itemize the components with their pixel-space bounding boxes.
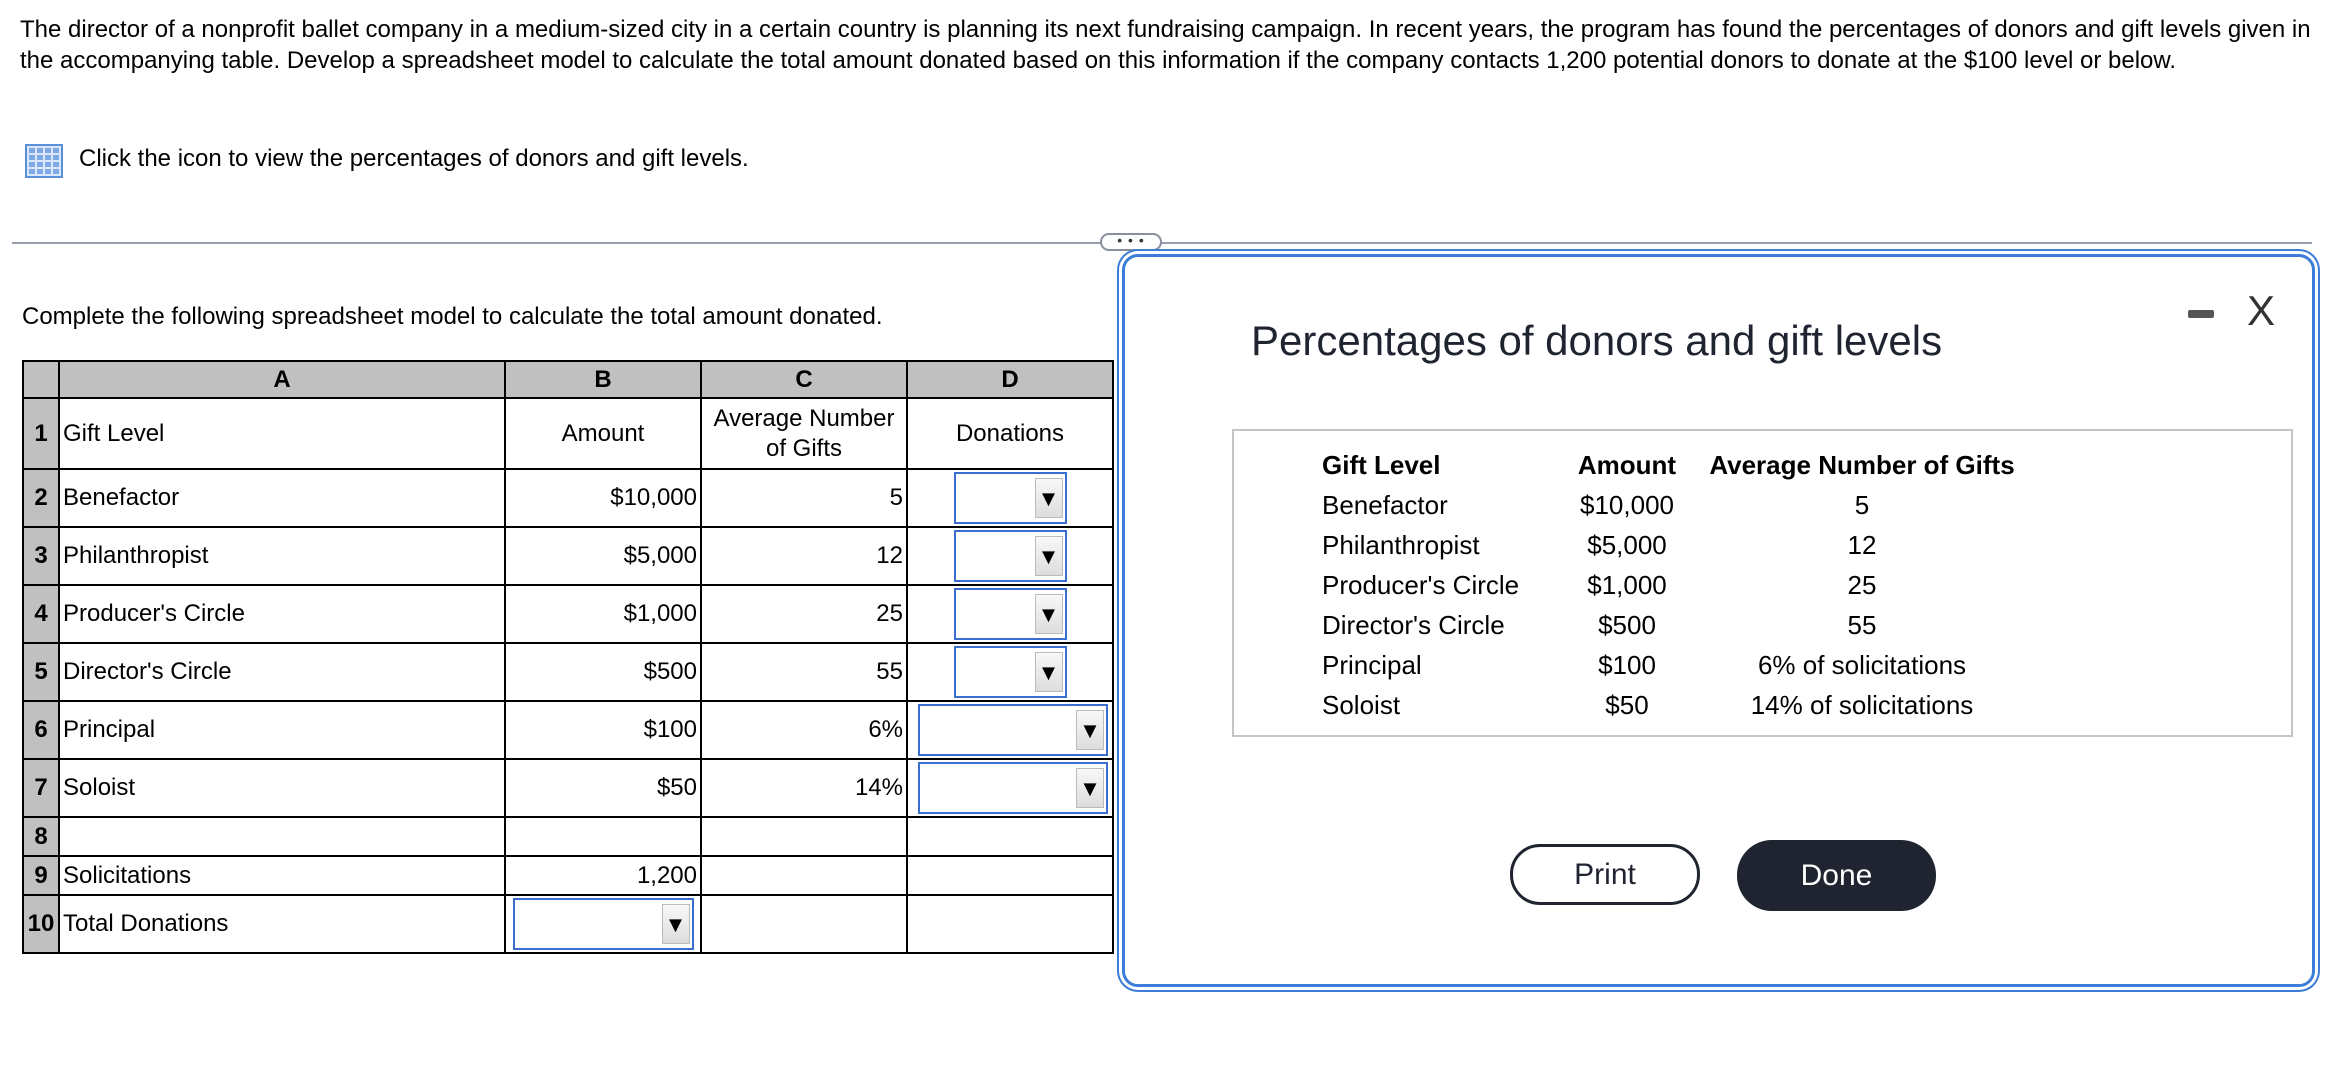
row-number: 6 <box>23 701 59 759</box>
donations-dropdown[interactable] <box>918 704 1108 756</box>
cell-a <box>59 817 505 856</box>
cell-b: $1,000 <box>505 585 701 643</box>
cell-a: Philanthropist <box>59 527 505 585</box>
amount: $10,000 <box>1580 489 1674 520</box>
cell-b: 1,200 <box>505 856 701 895</box>
amount: $100 <box>1598 649 1656 680</box>
cell-a: Producer's Circle <box>59 585 505 643</box>
expand-more-button[interactable]: • • • <box>1100 233 1162 251</box>
row-number: 3 <box>23 527 59 585</box>
gift-levels-dialog <box>1122 254 2315 987</box>
cell-c: 14% <box>701 759 907 817</box>
table-row <box>1322 605 2027 645</box>
table-row <box>1322 685 2027 725</box>
divider <box>12 242 2312 244</box>
table-row <box>1322 485 2027 525</box>
cell-c1: Average Number of Gifts <box>701 398 907 469</box>
table-row <box>23 856 1113 895</box>
table-row <box>1322 525 2027 565</box>
cell-b <box>505 895 701 953</box>
row-number: 9 <box>23 856 59 895</box>
cell-b <box>505 817 701 856</box>
problem-statement: The director of a nonprofit ballet company in a medium-sized city in a certain country is planning its next fundraising campaign. In recent years, the program has found the percentages of donors and gift levels given in the accompanying table. Develop a spreadsheet model to calculate the total amount donated based on this information if the company contacts 1,200 potential donors to donate at the $100 level or below. <box>20 16 2311 74</box>
row-number: 10 <box>23 895 59 953</box>
cell-c: 12 <box>701 527 907 585</box>
close-icon[interactable]: X <box>2247 287 2276 334</box>
corner-cell <box>23 361 59 398</box>
table-row <box>23 895 1113 953</box>
gift-level: Soloist <box>1322 689 1401 720</box>
column-header-c: C <box>701 361 907 398</box>
cell-c: 6% <box>701 701 907 759</box>
average-number: 6% of solicitations <box>1757 649 1967 680</box>
cell-c <box>701 817 907 856</box>
row-number: 5 <box>23 643 59 701</box>
dropdown-arrow-icon: ▼ <box>1035 594 1063 634</box>
cell-a: Benefactor <box>59 469 505 527</box>
cell-d <box>907 759 1113 817</box>
done-button[interactable]: Done <box>1737 840 1936 911</box>
cell-a: Total Donations <box>59 895 505 953</box>
column-header-d: D <box>907 361 1113 398</box>
cell-d <box>907 856 1113 895</box>
spreadsheet <box>22 360 1114 954</box>
print-button[interactable]: Print <box>1510 844 1700 905</box>
cell-b: $50 <box>505 759 701 817</box>
table-row <box>23 398 1113 469</box>
cell-c: 5 <box>701 469 907 527</box>
amount: $5,000 <box>1587 529 1667 560</box>
cell-a: Solicitations <box>59 856 505 895</box>
cell-b: $100 <box>505 701 701 759</box>
column-header-a: A <box>59 361 505 398</box>
average-number: 14% of solicitations <box>1750 689 1974 720</box>
dropdown-arrow-icon: ▼ <box>1076 710 1104 750</box>
cell-c <box>701 895 907 953</box>
header-average-number: Average Number of Gifts <box>1709 449 2015 480</box>
cell-d <box>907 585 1113 643</box>
cell-b: $10,000 <box>505 469 701 527</box>
cell-b: $500 <box>505 643 701 701</box>
cell-a: Principal <box>59 701 505 759</box>
donations-dropdown[interactable] <box>954 588 1067 640</box>
dropdown-arrow-icon: ▼ <box>1035 652 1063 692</box>
gift-level: Director's Circle <box>1322 609 1505 640</box>
table-row <box>23 701 1113 759</box>
table-row <box>23 527 1113 585</box>
row-number: 1 <box>23 398 59 469</box>
amount: $1,000 <box>1587 569 1667 600</box>
table-row <box>23 759 1113 817</box>
click-icon-instruction: Click the icon to view the percentages of donors and gift levels. <box>79 145 749 172</box>
gift-level: Producer's Circle <box>1322 569 1520 600</box>
gift-level: Benefactor <box>1322 489 1448 520</box>
row-number: 7 <box>23 759 59 817</box>
gift-levels-table <box>1322 445 2027 725</box>
total-donations-dropdown[interactable] <box>513 898 694 950</box>
average-number: 5 <box>1854 489 1870 520</box>
minimize-icon[interactable] <box>2188 310 2214 318</box>
header-amount: Amount <box>1577 449 1677 480</box>
donations-dropdown[interactable] <box>918 762 1108 814</box>
row-number: 4 <box>23 585 59 643</box>
table-row <box>23 643 1113 701</box>
table-row <box>23 469 1113 527</box>
cell-d <box>907 643 1113 701</box>
column-header-row <box>23 361 1113 398</box>
dialog-title: Percentages of donors and gift levels <box>1251 317 1943 364</box>
average-number: 25 <box>1847 569 1877 600</box>
cell-c: 25 <box>701 585 907 643</box>
table-row <box>1322 645 2027 685</box>
column-header-b: B <box>505 361 701 398</box>
cell-d <box>907 469 1113 527</box>
donations-dropdown[interactable] <box>954 646 1067 698</box>
cell-d <box>907 817 1113 856</box>
gift-level: Philanthropist <box>1322 529 1480 560</box>
cell-d <box>907 895 1113 953</box>
cell-d1: Donations <box>907 398 1113 469</box>
dropdown-arrow-icon: ▼ <box>662 904 690 944</box>
cell-b1: Amount <box>505 398 701 469</box>
row-number: 8 <box>23 817 59 856</box>
donations-dropdown[interactable] <box>954 472 1067 524</box>
table-row <box>1322 565 2027 605</box>
instruction-text: Complete the following spreadsheet model to calculate the total amount donated. <box>22 303 883 330</box>
table-row <box>23 817 1113 856</box>
table-row <box>23 585 1113 643</box>
table-header-row <box>1322 445 2027 485</box>
average-number: 55 <box>1847 609 1877 640</box>
dropdown-arrow-icon: ▼ <box>1076 768 1104 808</box>
cell-d <box>907 701 1113 759</box>
amount: $50 <box>1605 689 1649 720</box>
table-icon[interactable] <box>25 144 63 178</box>
cell-a1: Gift Level <box>59 398 505 469</box>
dropdown-arrow-icon: ▼ <box>1035 478 1063 518</box>
amount: $500 <box>1598 609 1656 640</box>
dropdown-arrow-icon: ▼ <box>1035 536 1063 576</box>
row-number: 2 <box>23 469 59 527</box>
cell-a: Director's Circle <box>59 643 505 701</box>
cell-a: Soloist <box>59 759 505 817</box>
cell-d <box>907 527 1113 585</box>
donations-dropdown[interactable] <box>954 530 1067 582</box>
cell-c <box>701 856 907 895</box>
gift-level: Principal <box>1322 649 1422 680</box>
cell-c: 55 <box>701 643 907 701</box>
average-number: 12 <box>1847 529 1877 560</box>
header-gift-level: Gift Level <box>1322 449 1441 480</box>
gift-levels-table-box <box>1232 429 2293 737</box>
cell-b: $5,000 <box>505 527 701 585</box>
